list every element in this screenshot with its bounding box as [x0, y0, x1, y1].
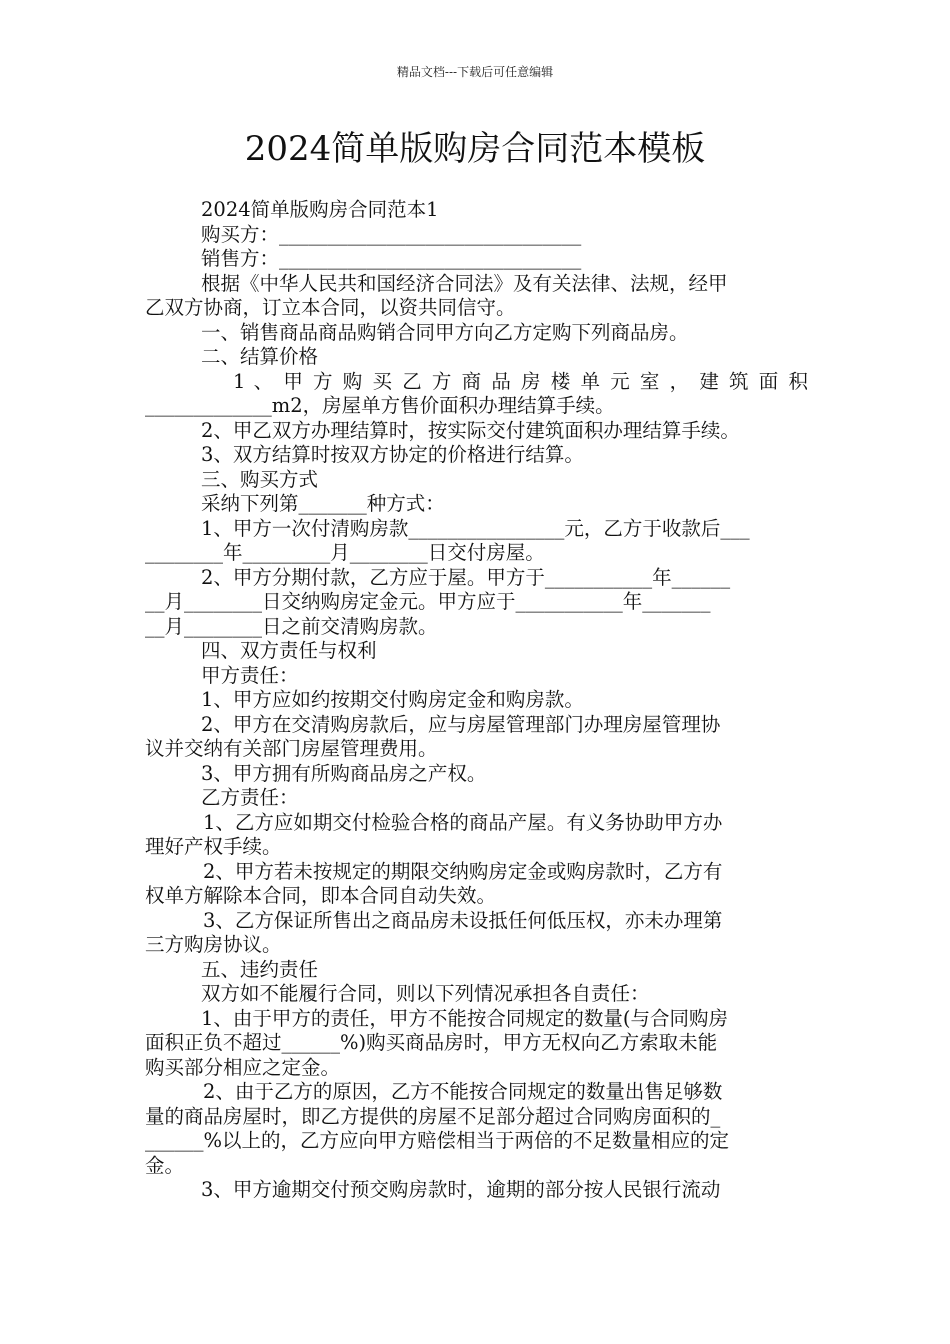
text-line: _____________m2，房屋单方售价面积办理结算手续。	[145, 394, 615, 417]
text-line: 三、购买方式	[201, 467, 319, 491]
text-line: 四、双方责任与权利	[201, 639, 377, 662]
text-line: 购买方：_______________________________	[201, 222, 582, 246]
text-line: 1、乙方应如期交付检验合格的商品产屋。有义务协助甲方办	[203, 810, 723, 834]
header-note: 精品文档---下载后可任意编辑	[396, 65, 554, 79]
text-line: 议并交纳有关部门房屋管理费用。	[145, 737, 438, 760]
text-line: 乙方责任：	[201, 786, 299, 809]
text-line: __月________日交纳购房定金元。甲方应于___________年_______	[145, 590, 711, 613]
text-line: 2、甲方若未按规定的期限交纳购房定金或购房款时，乙方有	[203, 859, 723, 883]
text-line: 面积正负不超过______%)购买商品房时，甲方无权向乙方索取未能	[145, 1031, 718, 1054]
text-line: 2、甲方在交清购房款后，应与房屋管理部门办理房屋管理协	[201, 712, 721, 736]
text-line: 权单方解除本合同，即本合同自动失效。	[145, 884, 497, 907]
text-line: 2、甲方分期付款，乙方应于屋。甲方于___________年______	[201, 565, 731, 589]
text-line: 2、甲乙双方办理结算时，按实际交付建筑面积办理结算手续。	[201, 418, 740, 442]
text-line: 二、结算价格	[201, 345, 319, 368]
text-line: 甲方责任：	[201, 663, 299, 687]
text-line: 2、由于乙方的原因，乙方不能按合同规定的数量出售足够数	[203, 1080, 723, 1103]
text-line: 2024简单版购房合同范本1	[201, 198, 439, 221]
text-line: 根据《中华人民共和国经济合同法》及有关法律、法规，经甲	[201, 271, 728, 295]
text-line: 一、销售商品商品购销合同甲方向乙方定购下列商品房。	[201, 320, 689, 344]
text-line: 购买部分相应之定金。	[145, 1055, 341, 1079]
text-line: 五、违约责任	[201, 957, 319, 981]
text-line: 1、甲方应如约按期交付购房定金和购房款。	[201, 688, 584, 711]
text-line: 1、甲方一次付清购房款________________元，乙方于收款后___	[201, 516, 750, 540]
text-line: 3、甲方逾期交付预交购房款时，逾期的部分按人民银行流动	[201, 1178, 721, 1201]
text-line: 3、甲方拥有所购商品房之产权。	[201, 761, 487, 785]
text-line: ________年_________月________日交付房屋。	[145, 541, 545, 564]
document-title: 2024简单版购房合同范本模板	[244, 129, 706, 169]
text-line: 销售方：_______________________________	[201, 247, 582, 270]
text-line: ______%以上的，乙方应向甲方赔偿相当于两倍的不足数量相应的定	[145, 1129, 730, 1152]
text-line: 3、双方结算时按双方协定的价格进行结算。	[201, 443, 584, 466]
text-line: 采纳下列第_______种方式：	[201, 492, 445, 515]
text-line: 金。	[145, 1153, 185, 1177]
text-line: 1、由于甲方的责任，甲方不能按合同规定的数量(与合同购房	[201, 1006, 729, 1030]
text-line: 乙双方协商，订立本合同，以资共同信守。	[145, 296, 516, 319]
text-line: 1 、 甲 方 购 买 乙 方 商 品 房 楼 单 元 室 ， 建 筑 面 积	[233, 369, 808, 393]
text-line: 理好产权手续。	[145, 835, 282, 858]
text-line: 三方购房协议。	[145, 933, 282, 956]
text-line: 3、乙方保证所售出之商品房未设抵任何低压权，亦未办理第	[203, 908, 723, 932]
text-line: 双方如不能履行合同，则以下列情况承担各自责任：	[201, 982, 650, 1005]
document-body	[145, 198, 808, 1203]
text-line: __月________日之前交清购房款。	[145, 614, 438, 638]
text-line: 量的商品房屋时，即乙方提供的房屋不足部分超过合同购房面积的_	[145, 1104, 721, 1128]
